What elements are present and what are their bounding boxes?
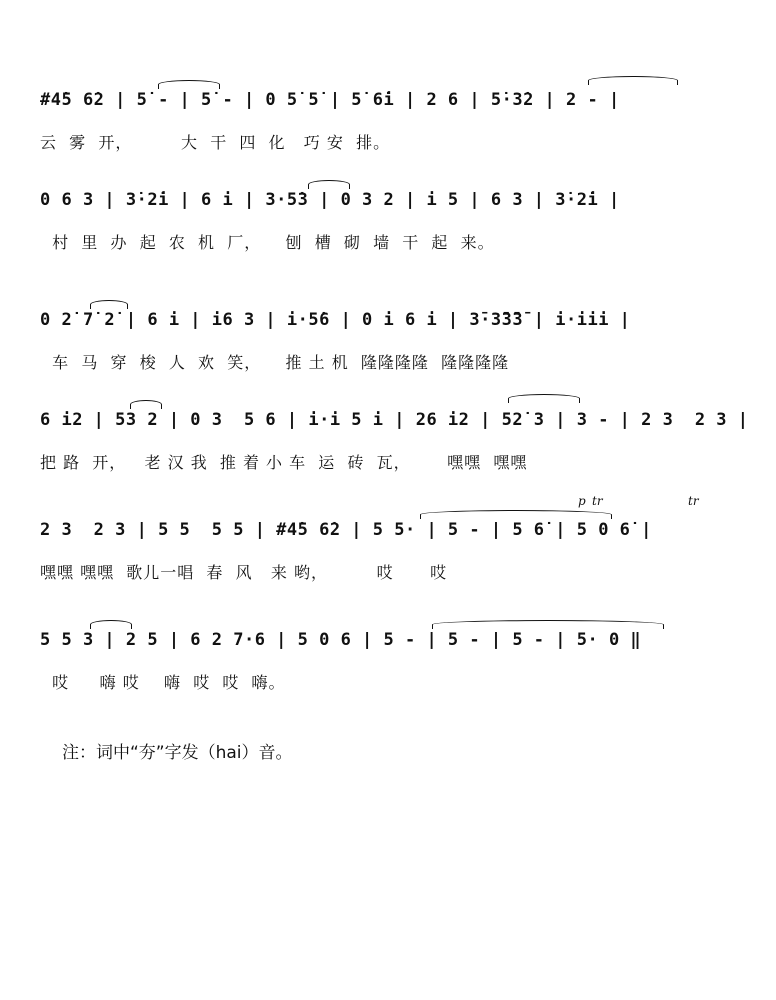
score-system-3 [40,298,740,372]
slur-mark [432,620,664,629]
slur-mark [588,76,678,85]
jianpu-notes: 0 2̇ 7̇ 2̇ | 6 i | i6 3 | i·5̇6 | 0 i 6 i | 3̄·3̄3̄3̄ | i·iii | [40,310,631,330]
slur-mark [508,394,580,403]
notation-line [40,618,740,658]
slur-mark [130,400,162,409]
slur-mark [308,180,350,189]
notation-line [40,398,749,438]
notation-line [40,78,740,118]
lyrics-line: 哎 嗨 哎 嗨 哎 哎 嗨。 [40,673,286,692]
notation-line [40,494,740,548]
jianpu-notes: #4̇5 6̇2 | 5̇ - | 5̇ - | 0 5̇ 5̇ | 5̇ 6̇i | 2 6 | 5̇·3̇2 | 2 - | [40,90,620,110]
score-system-6 [40,618,740,692]
slur-mark [90,300,128,309]
notation-line [40,298,740,338]
jianpu-notes: 6 i2 | 53 2 | 0 3 5 6 | i·i 5 i | 26 i2 | 52̇ 3 | 3 - | 2 3 2 3 | [40,410,749,430]
lyrics-line: 嘿嘿 嘿嘿 歌儿一唱 春 风 来 哟， 哎 哎 [40,563,448,582]
lyrics-line: 把 路 开， 老 汉 我 推 着 小 车 运 砖 瓦， 嘿嘿 嘿嘿 [40,453,528,472]
lyrics-line: 车 马 穿 梭 人 欢 笑， 推 土 机 隆隆隆隆 隆隆隆隆 [40,353,510,372]
jianpu-notes: 5 5 3 | 2 5 | 6 2 7·6 | 5 0 6 | 5 - | 5 - | 5 - | 5· 0 ‖ [40,630,642,650]
slur-mark [158,80,220,89]
dynamic-mark: p [578,494,586,508]
trill-mark: tr [688,494,699,508]
score-system-1 [40,78,740,152]
footnote-text: 注：词中“夯”字发（hai）音。 [62,743,293,763]
slur-mark [90,620,132,629]
trill-mark: tr [592,494,603,508]
jianpu-notes: 0 6 3 | 3̇·2̇i | 6 i | 3·5̇3 | 0 3 2 | i 5 | 6 3 | 3̇·2̇i | [40,190,620,210]
lyrics-line: 云 雾 开， 大 干 四 化 巧 安 排。 [40,133,391,152]
slur-mark [420,510,612,519]
notation-line [40,178,740,218]
score-system-4 [40,398,749,472]
lyrics-line: 村 里 办 起 农 机 厂， 刨 槽 砌 墙 干 起 来。 [40,233,495,252]
score-system-2 [40,178,740,252]
jianpu-notes: 2 3 2 3 | 5 5 5 5 | #4̇5 6̇2 | 5 5· | 5 - | 5 6̇ | 5 0 6̇ | [40,520,652,540]
score-system-5 [40,494,740,582]
